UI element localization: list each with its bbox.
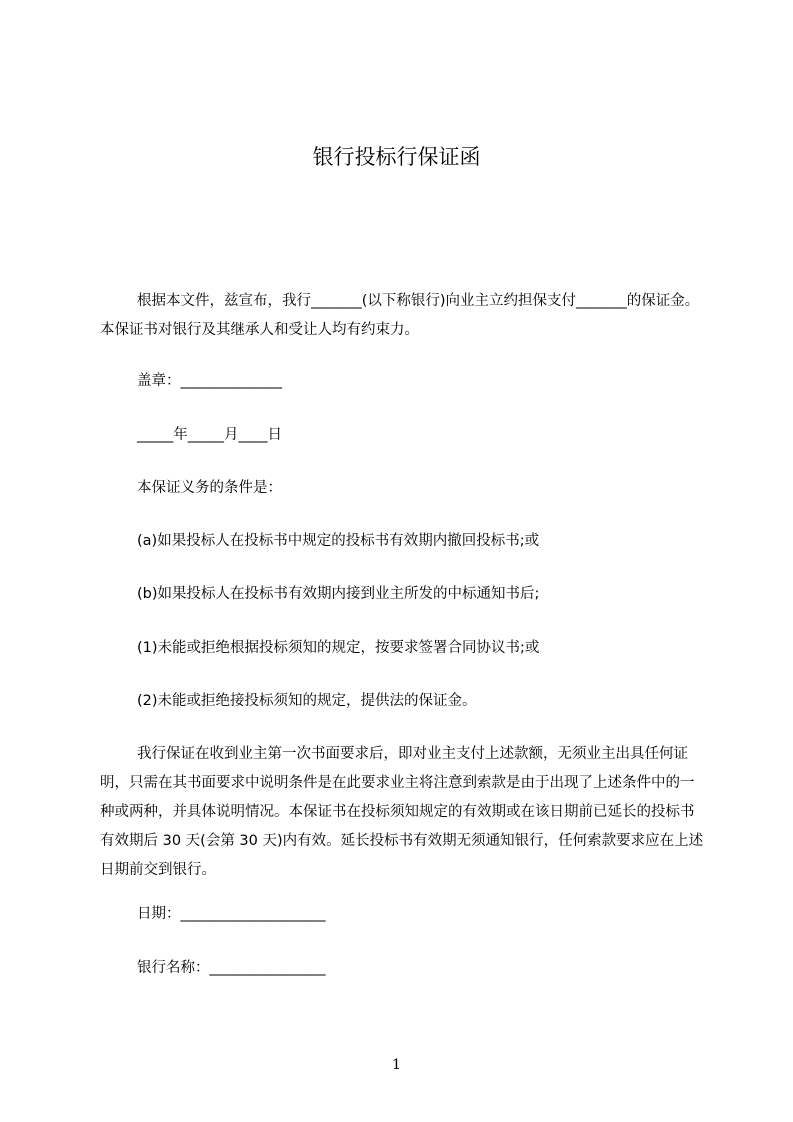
page-number: 1 [392, 1057, 401, 1073]
condition-1: (1)未能或拒绝根据投标须知的规定，按要求签署合同协议书;或 [137, 640, 540, 656]
condition-b: (b)如果投标人在投标书有效期内接到业主所发的中标通知书后; [137, 586, 540, 602]
bank-name-field: 银行名称：________________ [137, 960, 326, 976]
intro-paragraph: 根据本文件，兹宣布，我行_______(以下称银行)向业主立约担保支付_______的保证金。本保证书对银行及其继承人和受让人均有约束力。 [100, 293, 700, 338]
date-field: 日期：____________________ [137, 906, 326, 922]
date-line: _____年_____月____日 [137, 427, 282, 443]
seal-line: 盖章：______________ [137, 373, 282, 389]
document-title: 银行投标行保证函 [312, 145, 481, 169]
guarantee-paragraph: 我行保证在收到业主第一次书面要求后，即对业主支付上述款额，无须业主出具任何证明，只需在其书面要求中说明条件是在此要求业主将注意到索款是由于出现了上述条件中的一种或两种，并具体说明情况。本保证书在投标须知规定的有效期或在该日期前已延长的投标书有效期后 30 天(会第 30 天)内有效。延长投标书有效期无须通知银行，任何索款要求应在上述日期前交到银行。 [100, 746, 704, 878]
condition-a: (a)如果投标人在投标书中规定的投标书有效期内撤回投标书;或 [137, 533, 540, 549]
conditions-heading: 本保证义务的条件是： [137, 480, 282, 496]
condition-2: (2)未能或拒绝接投标须知的规定，提供法的保证金。 [137, 693, 477, 709]
